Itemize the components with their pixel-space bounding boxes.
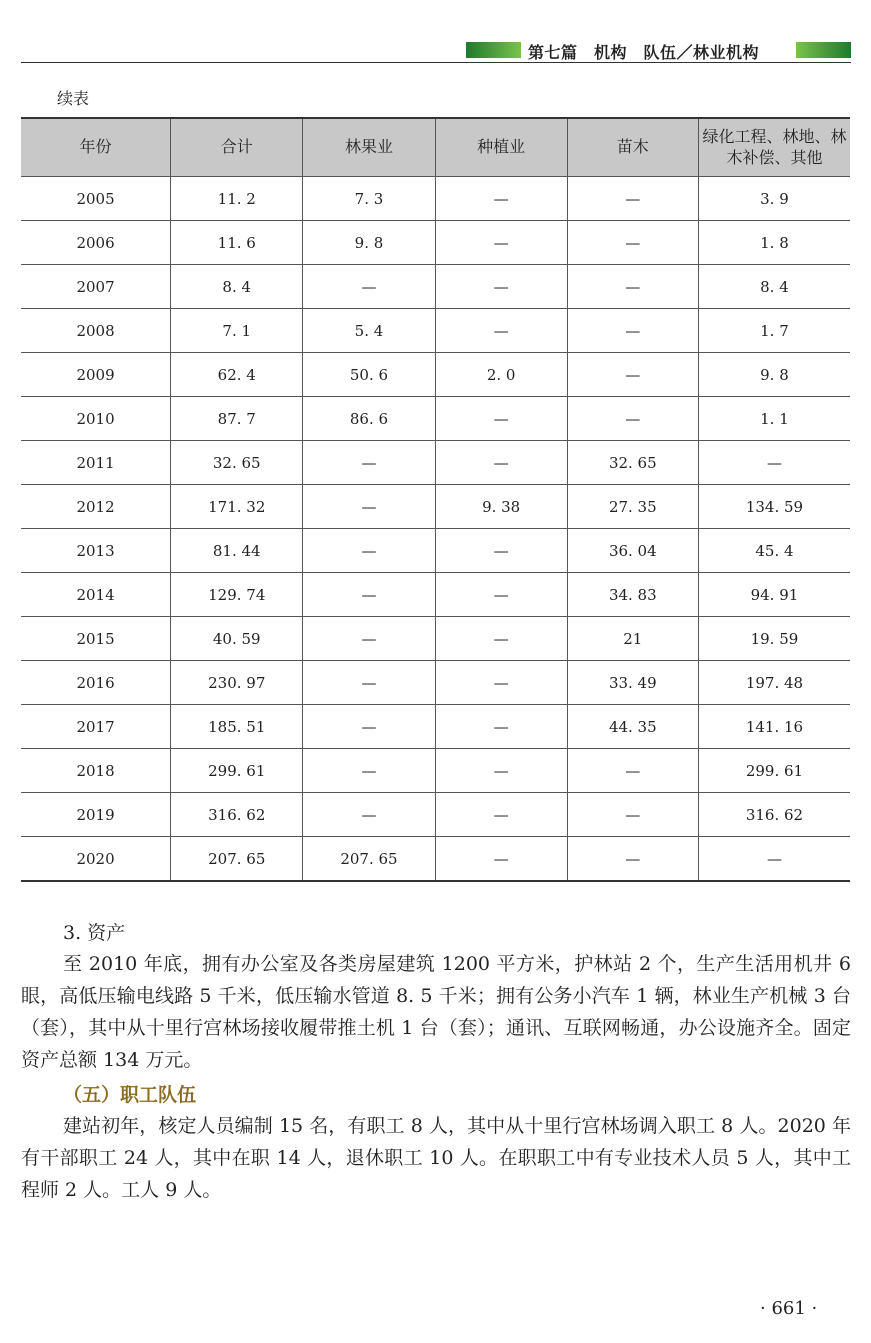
table-cell: — [567,353,698,397]
table-cell: — [435,661,567,705]
table-cell: — [303,441,435,485]
table-cell: 1. 8 [698,221,850,265]
table-cell: 44. 35 [567,705,698,749]
table-cell: — [435,617,567,661]
table-cell: 19. 59 [698,617,850,661]
table-cell: 316. 62 [171,793,303,837]
table-cell: 36. 04 [567,529,698,573]
table-cell: 299. 61 [698,749,850,793]
table-cell: 316. 62 [698,793,850,837]
table-row [21,265,850,309]
header-title: 第七篇 机构 队伍／林业机构 [528,43,760,62]
table-cell: 33. 49 [567,661,698,705]
table-cell: — [698,441,850,485]
header-green-bar-left [466,42,521,58]
table-cell: — [435,309,567,353]
table-cell: — [303,529,435,573]
table-cell: 2008 [21,309,171,353]
table-cell: 86. 6 [303,397,435,441]
table-row [21,441,850,485]
table-cell: 94. 91 [698,573,850,617]
table-cell: 207. 65 [171,837,303,882]
table-cell: — [435,749,567,793]
table-cell: 7. 3 [303,177,435,221]
table-cell: 32. 65 [567,441,698,485]
table-cell: — [567,177,698,221]
table-cell: — [698,837,850,882]
table-row [21,661,850,705]
table-cell: 32. 65 [171,441,303,485]
table-cell: 7. 1 [171,309,303,353]
table-cell: 2010 [21,397,171,441]
section-heading-staff: （五）职工队伍 [63,1084,197,1106]
table-cell: 141. 16 [698,705,850,749]
table-cell: — [435,397,567,441]
table-cell: 2012 [21,485,171,529]
table-cell: 2. 0 [435,353,567,397]
table-cell: — [435,705,567,749]
table-cell: — [435,221,567,265]
table-cell: — [303,793,435,837]
table-cell: 81. 44 [171,529,303,573]
table-cell: — [567,265,698,309]
table-cell: — [303,265,435,309]
column-header-greening-other: 绿化工程、林地、林木补偿、其他 [698,118,850,177]
table-cell: — [567,221,698,265]
page-number: · 661 · [760,1298,818,1319]
table-cell: — [435,573,567,617]
table-row [21,309,850,353]
column-header-total: 合计 [171,118,303,177]
table-cell: — [435,837,567,882]
table-cell: 129. 74 [171,573,303,617]
table-cell: 11. 2 [171,177,303,221]
table-cell: — [435,793,567,837]
table-cell: 2020 [21,837,171,882]
table-cell: 2011 [21,441,171,485]
table-cell: — [567,837,698,882]
table-cell: — [435,265,567,309]
table-cell: — [303,749,435,793]
table-cell: 5. 4 [303,309,435,353]
table-cell: — [567,793,698,837]
running-header [466,40,851,60]
table-row [21,177,850,221]
table-cell: 27. 35 [567,485,698,529]
table-row [21,529,850,573]
table-cell: 40. 59 [171,617,303,661]
table-cell: 207. 65 [303,837,435,882]
table-cell: 2013 [21,529,171,573]
table-cell: 21 [567,617,698,661]
column-header-seedlings: 苗木 [567,118,698,177]
column-header-planting: 种植业 [435,118,567,177]
table-cell: 1. 1 [698,397,850,441]
table-row [21,705,850,749]
table-cell: 171. 32 [171,485,303,529]
assets-paragraph: 至 2010 年底，拥有办公室及各类房屋建筑 1200 平方米，护林站 2 个，生产生活用机井 6 眼，高低压输电线路 5 千米，低压输水管道 8. 5 千米；拥有公务小汽车 1 辆，林业生产机械 3 台（套），其中从十里行宫林场接收履带推土机 1 台（套）；通讯、互联网畅通，办公设施齐全。固定资产总额 134 万元。 [21,953,851,1071]
table-cell: — [435,441,567,485]
table-cell: — [303,573,435,617]
table-cell: 87. 7 [171,397,303,441]
table-cell: — [303,617,435,661]
table-row [21,353,850,397]
table-cell: 2017 [21,705,171,749]
table-cell: 299. 61 [171,749,303,793]
table-cell: 9. 8 [698,353,850,397]
table-cell: 2014 [21,573,171,617]
table-cell: — [435,177,567,221]
table-cell: — [435,529,567,573]
header-green-bar-right [796,42,851,58]
table-cell: — [567,309,698,353]
table-cell: 2018 [21,749,171,793]
table-cell: 2006 [21,221,171,265]
table-cell: 11. 6 [171,221,303,265]
column-header-fruit: 林果业 [303,118,435,177]
table-cell: 197. 48 [698,661,850,705]
table-row [21,485,850,529]
table-cell: 62. 4 [171,353,303,397]
table-row [21,397,850,441]
table-cell: 2005 [21,177,171,221]
table-cell: 9. 38 [435,485,567,529]
table-cell: 2019 [21,793,171,837]
table-cell: — [567,749,698,793]
table-row [21,221,850,265]
table-cell: 45. 4 [698,529,850,573]
table-cell: 9. 8 [303,221,435,265]
continued-table-label: 续表 [57,89,90,108]
table-cell: 230. 97 [171,661,303,705]
table-cell: — [567,397,698,441]
table-cell: 50. 6 [303,353,435,397]
table-row [21,749,850,793]
staff-paragraph: 建站初年，核定人员编制 15 名，有职工 8 人，其中从十里行宫林场调入职工 8 人。2020 年有干部职工 24 人，其中在职 14 人，退休职工 10 人。在职职工中有专业技术人员 5 人，其中工程师 2 人。工人 9 人。 [21,1115,851,1201]
table-cell: 34. 83 [567,573,698,617]
table-row [21,573,850,617]
table-cell: — [303,661,435,705]
investment-table [21,117,850,882]
column-header-year: 年份 [21,118,171,177]
table-row [21,793,850,837]
table-cell: 2016 [21,661,171,705]
section-heading-assets: 3. 资产 [63,922,126,944]
table-row [21,837,850,882]
table-cell: 2015 [21,617,171,661]
table-cell: 3. 9 [698,177,850,221]
table-cell: 2007 [21,265,171,309]
header-rule [21,62,851,63]
table-cell: 2009 [21,353,171,397]
table-cell: — [303,705,435,749]
table-cell: 185. 51 [171,705,303,749]
table-cell: 134. 59 [698,485,850,529]
table-cell: 8. 4 [698,265,850,309]
table-cell: 1. 7 [698,309,850,353]
table-header-row [21,118,850,177]
table-cell: — [303,485,435,529]
table-cell: 8. 4 [171,265,303,309]
table-row [21,617,850,661]
